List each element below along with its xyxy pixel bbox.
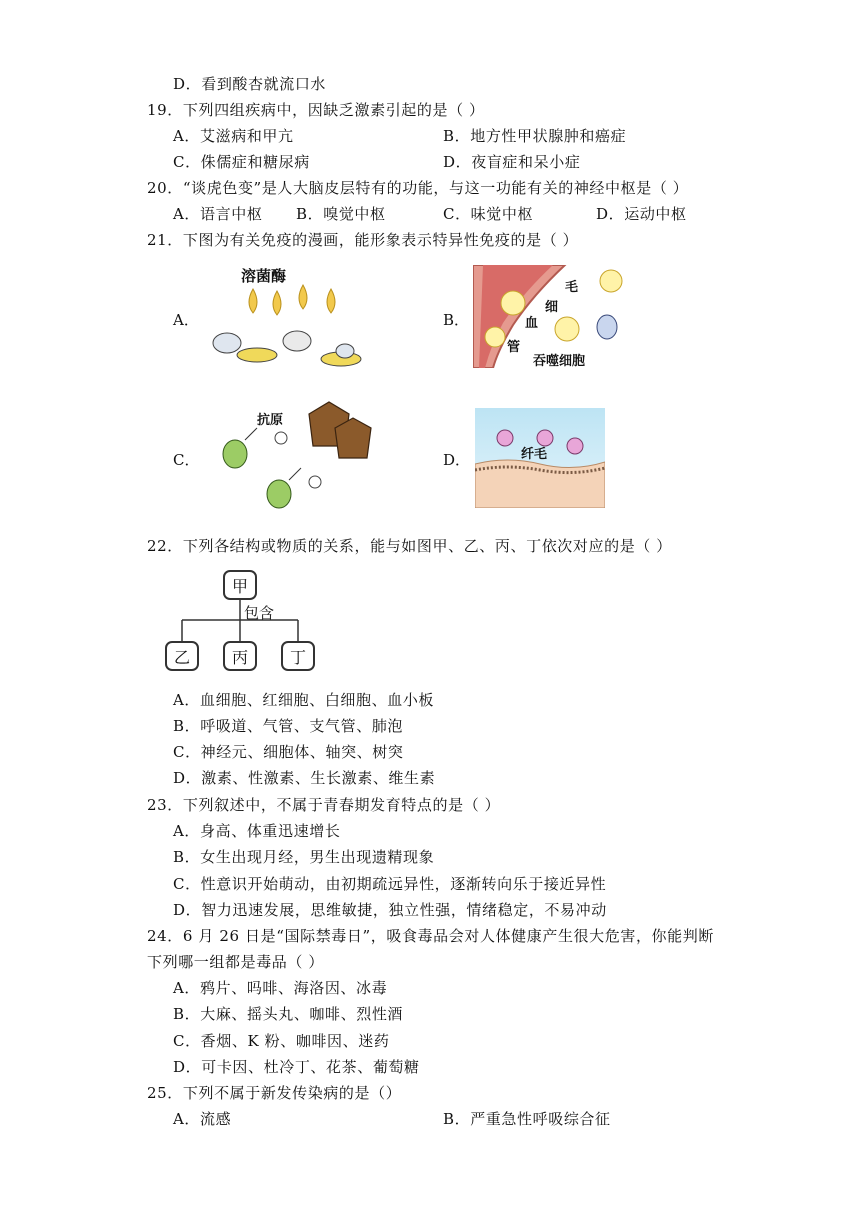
q22-option-b: B．呼吸道、气管、支气管、肺泡	[173, 717, 404, 735]
q21-option-d-label: D．	[443, 451, 471, 469]
q19-option-c: C．侏儒症和糖尿病	[173, 153, 310, 171]
tree-node-yi: 乙	[165, 641, 199, 671]
q24-option-b: B．大麻、摇头丸、咖啡、烈性酒	[173, 1005, 404, 1023]
q19-option-b: B．地方性甲状腺肿和癌症	[443, 127, 627, 145]
q24-stem-line-1: 24．6 月 26 日是“国际禁毒日”，吸食毒品会对人体健康产生很大危害，你能判断	[147, 927, 714, 945]
q22-stem: 22．下列各结构或物质的关系，能与如图甲、乙、丙、丁依次对应的是（ ）	[147, 537, 672, 555]
tree-node-bing: 丙	[223, 641, 257, 671]
q19-option-a: A．艾滋病和甲亢	[173, 127, 294, 145]
immune-cartoon-cilia	[475, 408, 605, 508]
q20-option-c: C．味觉中枢	[443, 205, 534, 223]
q24-option-a: A．鸦片、吗啡、海洛因、冰毒	[173, 979, 388, 997]
q24-option-c: C．香烟、K 粉、咖啡因、迷药	[173, 1032, 390, 1050]
antigen-caption: 抗原	[257, 413, 284, 428]
q22-option-a: A．血细胞、红细胞、白细胞、血小板	[173, 691, 435, 709]
q21-option-c-label: C．	[173, 451, 200, 469]
q21-option-b-label: B．	[443, 311, 470, 329]
q24-stem-line-2: 下列哪一组都是毒品（ ）	[147, 953, 324, 971]
tree-node-ding: 丁	[281, 641, 315, 671]
cilia-caption: 纤毛	[521, 447, 548, 462]
relationship-tree-diagram	[162, 568, 312, 678]
q23-option-d: D．智力迅速发展，思维敏捷，独立性强，情绪稳定，不易冲动	[173, 901, 607, 919]
q23-option-c: C．性意识开始萌动，由初期疏远异性，逐渐转向乐于接近异性	[173, 875, 607, 893]
q20-stem: 20．“谈虎色变”是人大脑皮层特有的功能，与这一功能有关的神经中枢是（ ）	[147, 179, 689, 197]
tree-node-jia: 甲	[223, 570, 257, 600]
immune-cartoon-antibody	[205, 392, 375, 520]
q22-option-d: D．激素、性激素、生长激素、维生素	[173, 769, 436, 787]
tree-edge-label: 包含	[244, 604, 275, 622]
q19-option-d: D．夜盲症和呆小症	[443, 153, 581, 171]
q23-stem: 23．下列叙述中，不属于青春期发育特点的是（ ）	[147, 796, 501, 814]
immune-cartoon-phagocyte	[473, 265, 633, 368]
q21-option-a-label: A．	[173, 311, 199, 329]
q20-option-d: D．运动中枢	[596, 205, 687, 223]
q23-option-a: A．身高、体重迅速增长	[173, 822, 341, 840]
capillary-label-2: 细	[545, 300, 559, 315]
q21-stem: 21．下图为有关免疫的漫画，能形象表示特异性免疫的是（ ）	[147, 231, 579, 249]
capillary-label-3: 血	[525, 316, 539, 331]
capillary-label-4: 管	[507, 340, 521, 355]
q18-option-d: D．看到酸杏就流口水	[173, 75, 327, 93]
lysozyme-caption: 溶菌酶	[241, 267, 287, 285]
q20-option-b: B．嗅觉中枢	[296, 205, 386, 223]
q24-option-d: D．可卡因、杜冷丁、花茶、葡萄糖	[173, 1058, 420, 1076]
q25-stem: 25．下列不属于新发传染病的是（）	[147, 1084, 402, 1102]
capillary-label-1: 毛	[565, 280, 579, 295]
q25-option-b: B．严重急性呼吸综合征	[443, 1110, 611, 1128]
q23-option-b: B．女生出现月经，男生出现遗精现象	[173, 848, 435, 866]
q22-option-c: C．神经元、细胞体、轴突、树突	[173, 743, 404, 761]
immune-cartoon-lysozyme	[205, 263, 365, 375]
q25-option-a: A．流感	[173, 1110, 232, 1128]
q20-option-a: A．语言中枢	[173, 205, 263, 223]
q19-stem: 19．下列四组疾病中，因缺乏激素引起的是（ ）	[147, 101, 485, 119]
phagocyte-caption: 吞噬细胞	[533, 354, 586, 368]
